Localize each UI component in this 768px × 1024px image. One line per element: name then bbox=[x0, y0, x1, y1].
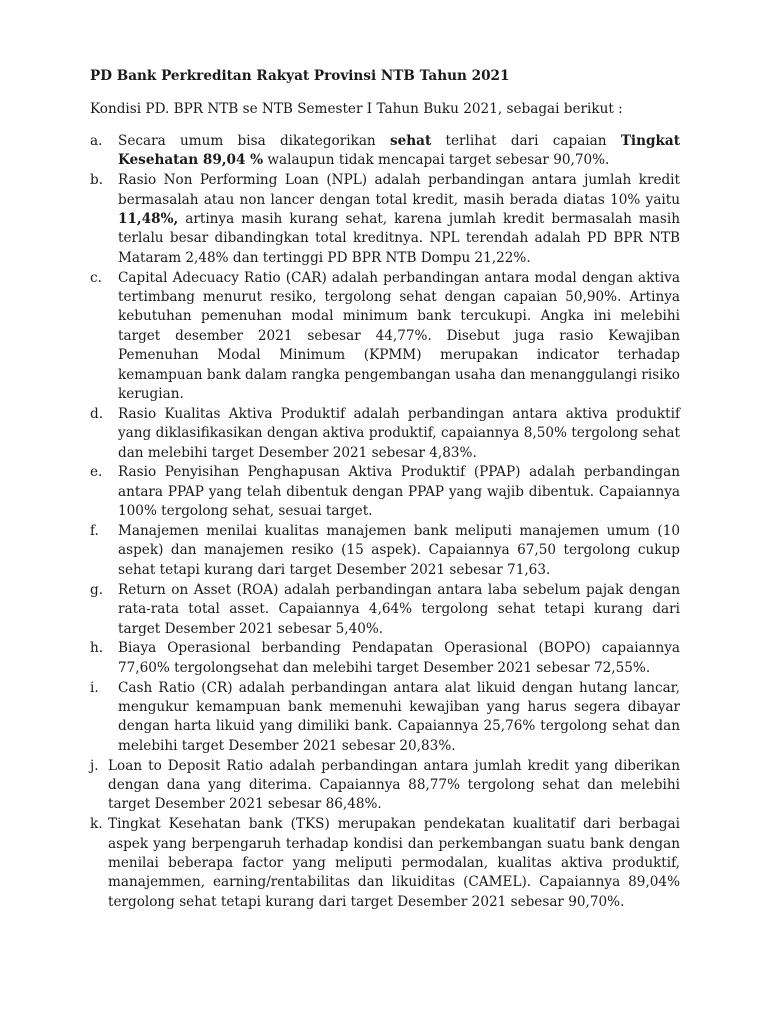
list-marker: g. bbox=[90, 581, 104, 598]
list-item-j bbox=[90, 757, 680, 815]
list-marker: c. bbox=[90, 269, 102, 286]
intro-paragraph: Kondisi PD. BPR NTB se NTB Semester I Tahun Buku 2021, sebagai berikut : bbox=[90, 101, 623, 117]
document-title: PD Bank Perkreditan Rakyat Provinsi NTB Tahun 2021 bbox=[90, 68, 510, 84]
bold-run: Tingkat Kesehatan 89,04 % bbox=[118, 133, 680, 169]
list-item-f bbox=[90, 522, 680, 580]
list-item-h bbox=[90, 639, 680, 678]
list-item-text bbox=[118, 132, 680, 171]
list-item-text: Return on Asset (ROA) adalah perbandingan antara laba sebelum pajak dengan rata-rata total asset. Capaiannya 4,64% tergolong sehat tetapi kurang dari target Desember 2021 sebesar 5,40%. bbox=[118, 581, 680, 637]
list-marker: h. bbox=[90, 640, 104, 657]
list-marker: f. bbox=[90, 523, 99, 540]
list-item-text: Loan to Deposit Ratio adalah perbandingan antara jumlah kredit yang diberikan dengan dana yang diterima. Capaiannya 88,77% tergolong sehat dan melebihi target Desember 2021 sebesar 86,48%. bbox=[108, 757, 680, 813]
text-run: Rasio Non Performing Loan (NPL) adalah perbandingan antara jumlah kredit bermasalah atau non lancer dengan total kredit, masih berada diatas 10% yaitu bbox=[118, 172, 680, 208]
list-marker: d. bbox=[90, 405, 104, 422]
list-item-k bbox=[90, 815, 680, 912]
list-item-g bbox=[90, 581, 680, 639]
list-item-text: Tingkat Kesehatan bank (TKS) merupakan pendekatan kualitatif dari berbagai aspek yang berpengaruh terhadap kondisi dan perkembangan suatu bank dengan menilai beberapa factor yang meliputi permodalan, kualitas aktiva produktif, manajemmen, earning/rentabilitas dan likuiditas (CAMEL). Capaiannya 89,04% tergolong sehat tetapi kurang dari target Desember 2021 sebesar 90,70%. bbox=[108, 816, 680, 910]
list-item-d bbox=[90, 405, 680, 463]
condition-list bbox=[90, 132, 680, 912]
list-marker: a. bbox=[90, 133, 103, 149]
list-marker: e. bbox=[90, 464, 103, 481]
list-item-text: Cash Ratio (CR) adalah perbandingan antara alat likuid dengan hutang lancar, mengukur kemampuan bank memenuhi kewajiban yang harus segera dibayar dengan harta likuid yang dimiliki bank. Capaiannya 25,76% tergolong sehat dan melebihi target Desember 2021 sebesar 20,83%. bbox=[118, 679, 680, 754]
list-marker: j. bbox=[90, 757, 99, 774]
text-run: Secara umum bisa dikategorikan bbox=[118, 133, 390, 149]
list-marker: k. bbox=[90, 816, 103, 833]
text-run: artinya masih kurang sehat, karena jumlah kredit bermasalah masih terlalu besar dibandingkan total kreditnya. NPL terendah adalah PD BPR NTB Mataram 2,48% dan tertinggi PD BPR NTB Dompu 21,22%. bbox=[118, 211, 680, 266]
list-item-text: Rasio Penyisihan Penghapusan Aktiva Produktif (PPAP) adalah perbandingan antara PPAP yang telah dibentuk dengan PPAP yang wajib dibentuk. Capaiannya 100% tergolong sehat, sesuai target. bbox=[118, 464, 680, 520]
bold-run: sehat bbox=[389, 133, 432, 149]
list-item-text: Capital Adecuacy Ratio (CAR) adalah perbandingan antara modal dengan aktiva tertimbang menurut resiko, tergolong sehat dengan capaian 50,90%. Artinya kebutuhan pemenuhan modal minimum bank tercukupi. Angka ini melebihi target desember 2021 sebesar 44,77%. Disebut juga rasio Kewajiban Pemenuhan Modal Minimum (KPMM) merupakan indicator terhadap kemampuan bank dalam rangka pengembangan usaha dan menanggulangi risiko kerugian. bbox=[118, 269, 680, 403]
list-item-text: Rasio Kualitas Aktiva Produktif adalah perbandingan antara aktiva produktif yang diklasifikasikan dengan aktiva produktif, capaiannya 8,50% tergolong sehat dan melebihi target Desember 2021 sebesar 4,83%. bbox=[118, 405, 680, 461]
list-item-e bbox=[90, 463, 680, 521]
list-item-text bbox=[118, 171, 680, 268]
bold-run: 11,48%, bbox=[118, 211, 179, 228]
list-item-c bbox=[90, 269, 680, 405]
list-item-text: Manajemen menilai kualitas manajemen bank meliputi manajemen umum (10 aspek) dan manajemen resiko (15 aspek). Capaiannya 67,50 tergolong cukup sehat tetapi kurang dari target Desember 2021 sebesar 71,63. bbox=[118, 523, 680, 578]
text-run: terlihat dari capaian bbox=[431, 133, 621, 149]
list-item-i bbox=[90, 679, 680, 757]
list-marker: b. bbox=[90, 172, 104, 189]
list-item-b bbox=[90, 171, 680, 268]
list-marker: i. bbox=[90, 679, 99, 696]
text-run: walaupun tidak mencapai target sebesar 90,70%. bbox=[263, 152, 610, 169]
list-item-text: Biaya Operasional berbanding Pendapatan Operasional (BOPO) capaiannya 77,60% tergolongsehat dan melebihi target Desember 2021 sebesar 72,55%. bbox=[118, 640, 680, 676]
list-item-a bbox=[90, 132, 680, 171]
